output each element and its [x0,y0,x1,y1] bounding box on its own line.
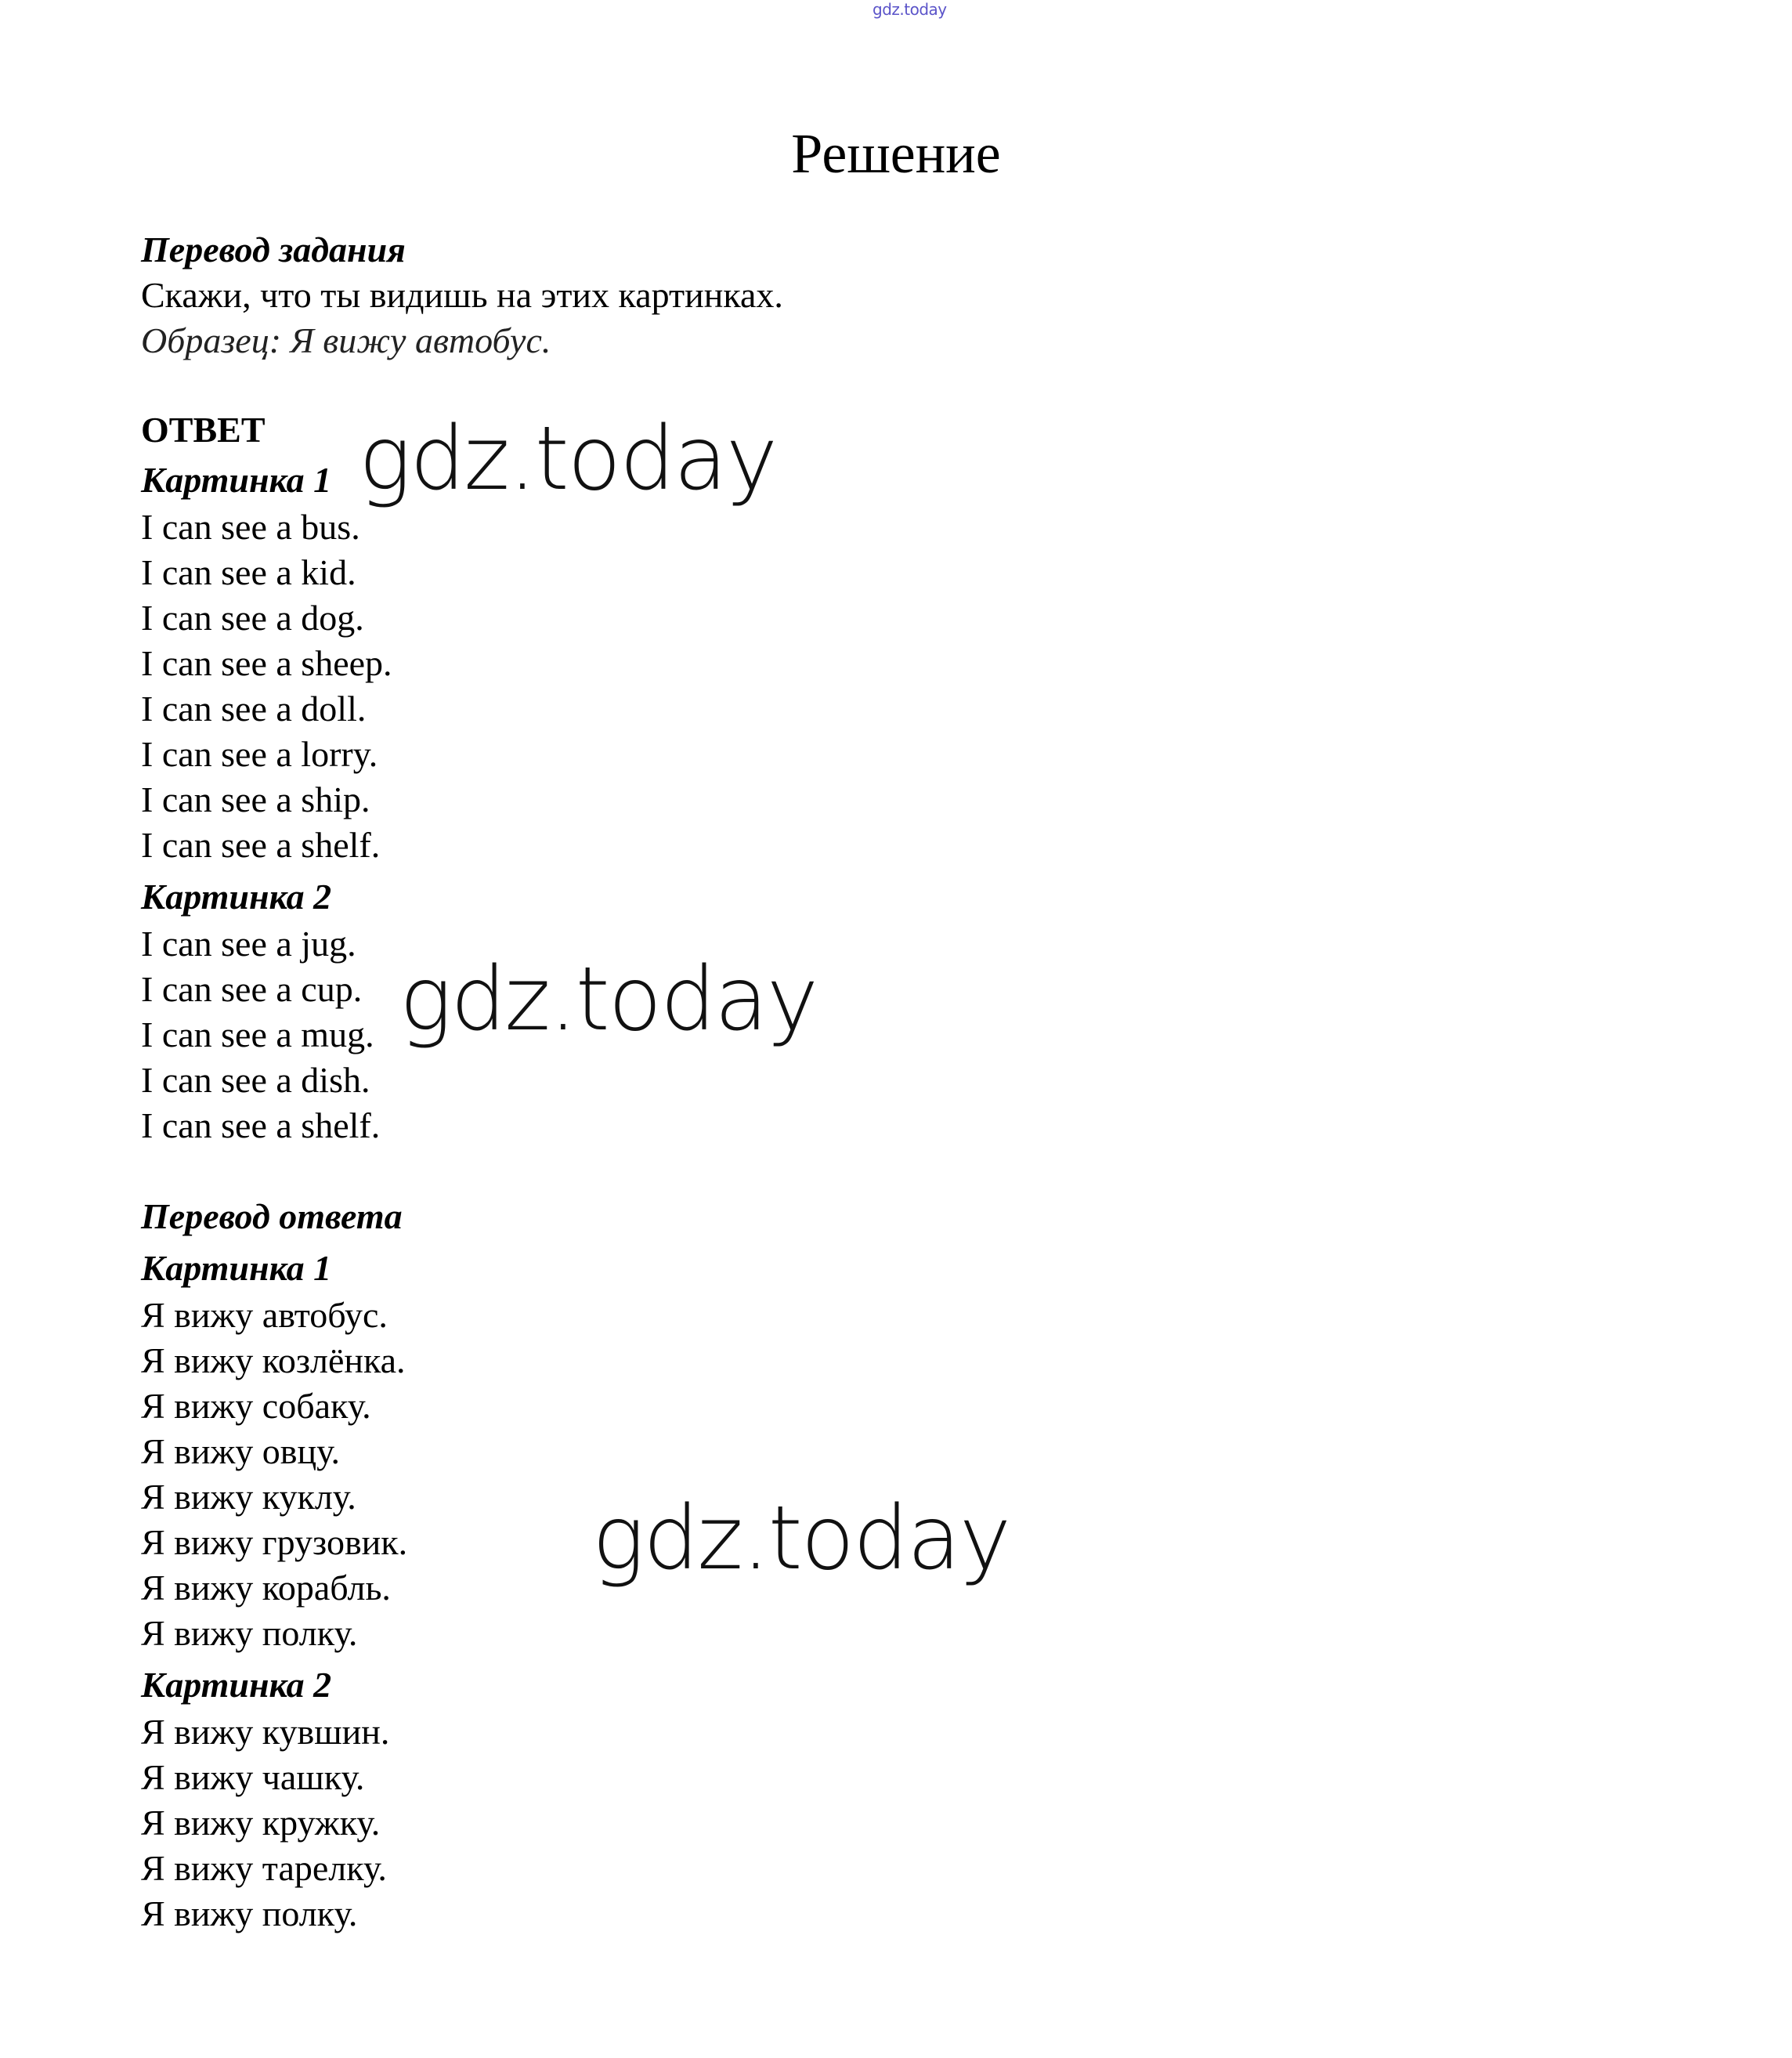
answer-picture1-line: I can see a ship. [141,779,370,819]
task-instruction: Скажи, что ты видишь на этих картинках. [141,275,783,315]
answer-picture1-line: I can see a kid. [141,552,356,592]
site-link[interactable]: gdz.today [873,0,947,19]
watermark: gdz.today [592,1488,1010,1590]
answer-picture1-heading: Картинка 1 [141,460,332,500]
answer-picture2-line: I can see a mug. [141,1015,374,1054]
answer-picture1-line: I can see a shelf. [141,825,381,865]
translation-picture1-line: Я вижу корабль. [141,1568,391,1608]
answer-picture2-line: I can see a dish. [141,1060,370,1100]
watermark: gdz.today [359,408,777,510]
answer-picture2-line: I can see a jug. [141,924,356,964]
answer-picture1-line: I can see a lorry. [141,734,378,774]
answer-heading: ОТВЕТ [141,410,266,450]
translation-picture2-line: Я вижу кувшин. [141,1712,390,1752]
translation-picture2-heading: Картинка 2 [141,1665,332,1705]
translation-picture2-line: Я вижу кружку. [141,1803,381,1843]
translation-picture1-line: Я вижу козлёнка. [141,1340,406,1380]
answer-picture1-line: I can see a sheep. [141,643,392,683]
translation-heading: Перевод ответа [141,1196,403,1236]
answer-picture2-heading: Картинка 2 [141,877,332,917]
translation-picture1-line: Я вижу собаку. [141,1386,371,1426]
answer-picture1-line: I can see a dog. [141,598,364,638]
translation-picture1-line: Я вижу овцу. [141,1431,341,1471]
answer-picture2-line: I can see a cup. [141,969,363,1009]
translation-picture2-line: Я вижу тарелку. [141,1848,387,1888]
translation-picture2-line: Я вижу чашку. [141,1757,365,1797]
page-title: Решение [791,122,1001,185]
translation-picture1-line: Я вижу грузовик. [141,1522,408,1562]
translation-picture2-line: Я вижу полку. [141,1893,358,1933]
answer-picture2-line: I can see a shelf. [141,1105,381,1145]
translation-picture1-line: Я вижу полку. [141,1613,358,1653]
task-example: Образец: Я вижу автобус. [141,320,551,360]
translation-picture1-line: Я вижу автобус. [141,1295,388,1335]
task-heading: Перевод задания [141,230,406,269]
translation-picture1-heading: Картинка 1 [141,1248,332,1288]
watermark: gdz.today [399,949,818,1051]
answer-picture1-line: I can see a doll. [141,689,367,729]
answer-picture1-line: I can see a bus. [141,507,360,547]
translation-picture1-line: Я вижу куклу. [141,1477,356,1517]
